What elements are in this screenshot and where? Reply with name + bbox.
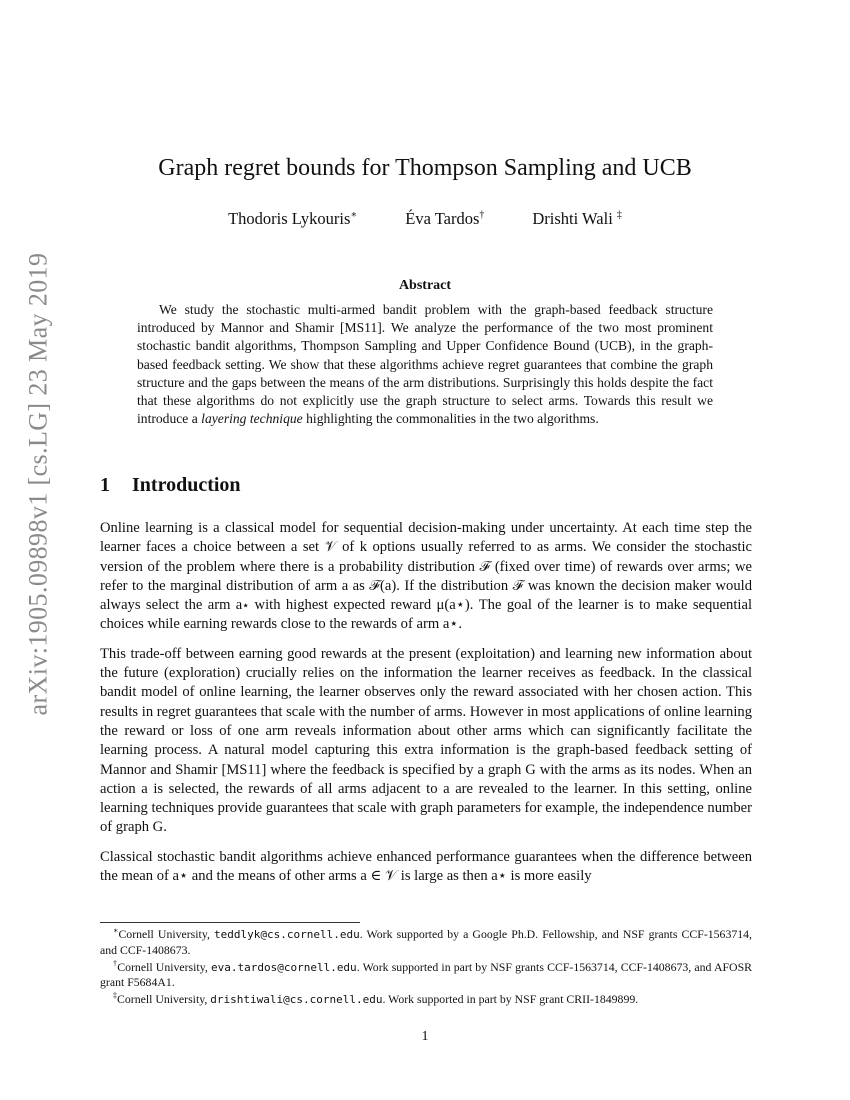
introduction-body — [100, 519, 752, 896]
body-paragraph: This trade-off between earning good rewards at the present (exploitation) and learning new information about the future (exploration) crucially relies on the information the learner receives as feedback. In the classical bandit model of online learning, the learner observes only the reward associated with her chosen action. This results in regret guarantees that scale with the number of arms. However in most applications of online learning the reward or loss of one arm reveals information about other arms which can significantly facilitate the learning process. A natural model capturing this extra information is the graph-based feedback setting of Mannor and Shamir [MS11] where the feedback is specified by a graph G with the arms as its nodes. When an action a is selected, the rewards of all arms adjacent to a are revealed to the learner. In this setting, online learning techniques provide guarantees that scale with graph parameters for example, the independence number of graph G. — [100, 645, 752, 836]
author-footnote-mark[interactable]: ∗ — [350, 209, 358, 221]
footnote-text: . Work supported by a Google Ph.D. Fellowship, and NSF grants CCF-1563714, and CCF-1408673. — [100, 927, 752, 957]
author — [228, 209, 357, 229]
footnote-affiliation: Cornell University, — [117, 992, 211, 1007]
author-list — [100, 209, 750, 229]
abstract-text-part: highlighting the commonalities in the two algorithms. — [302, 411, 599, 427]
abstract-text — [137, 301, 713, 428]
footnote-affiliation: Cornell University, — [117, 959, 211, 974]
body-paragraph: Classical stochastic bandit algorithms achieve enhanced performance guarantees when the difference between the mean of a⋆ and the means of other arms a ∈ 𝒱 is large as then a⋆ is more easily — [100, 848, 752, 885]
abstract-text-part: We study the stochastic multi-armed bandit problem with the graph-based feedback structure introduced by Mannor and Shamir [MS11]. We analyze the performance of the two most prominent stochastic bandit algorithms, Thompson Sampling and Upper Confidence Bound (UCB), in the graph-based feedback setting. We show that these algorithms achieve regret guarantees that combine the graph structure and the gaps between the means of the arm distributions. Surprisingly this holds despite the fact that these algorithms do not explicitly use the graph structure to select arms. Towards this result we introduce a — [137, 302, 713, 427]
footnote — [100, 960, 752, 991]
footnotes — [100, 927, 752, 1010]
footnote-email[interactable]: drishtiwali@cs.cornell.edu — [210, 993, 383, 1007]
footnote-email[interactable]: teddlyk@cs.cornell.edu — [214, 928, 360, 941]
footnote-mark: † — [113, 958, 118, 968]
section-title: Introduction — [132, 474, 241, 496]
section-number: 1 — [100, 474, 110, 496]
footnote-mark: ‡ — [113, 991, 117, 1001]
footnote — [100, 927, 752, 958]
paper-title: Graph regret bounds for Thompson Sampling and UCB — [158, 155, 692, 181]
footnote — [100, 992, 752, 1008]
footnote-email[interactable]: eva.tardos@cornell.edu — [210, 960, 357, 974]
author-name: Éva Tardos — [405, 209, 480, 228]
author-name: Thodoris Lykouris — [228, 209, 351, 228]
page-number: 1 — [421, 1029, 429, 1044]
author-name: Drishti Wali — [532, 209, 613, 228]
footnote-affiliation: Cornell University, — [118, 927, 215, 941]
footnote-text: . Work supported in part by NSF grant CRII-1849899. — [382, 992, 639, 1007]
section-heading — [100, 472, 750, 498]
body-paragraph: Online learning is a classical model for sequential decision-making under uncertainty. At each time step the learner faces a choice between a set 𝒱 of k options usually referred to as arms. We consider the stochastic version of the problem where there is a probability distribution ℱ (fixed over time) of rewards over arms; we refer to the marginal distribution of arm a as ℱ(a). If the distribution ℱ was known the decision maker would always select the arm a⋆ with highest expected reward μ(a⋆). The goal of the learner is to make sequential choices while earning rewards close to the rewards of arm a⋆. — [100, 520, 752, 633]
author-footnote-mark[interactable]: ‡ — [616, 209, 622, 221]
abstract-heading: Abstract — [398, 278, 452, 293]
abstract-emphasis: layering technique — [201, 411, 303, 427]
footnote-divider — [100, 922, 360, 923]
author — [405, 209, 484, 229]
author-footnote-mark[interactable]: † — [479, 209, 485, 221]
footnote-text: . Work supported in part by NSF grants CCF-1563714, CCF-1408673, and AFOSR grant F5684A1. — [100, 959, 752, 990]
arxiv-identifier-text: arXiv:1905.09898v1 [cs.LG] 23 May 2019 — [23, 252, 53, 716]
author — [532, 209, 622, 229]
arxiv-identifier-stamp — [18, 252, 58, 716]
footnote-mark: ∗ — [113, 926, 119, 936]
